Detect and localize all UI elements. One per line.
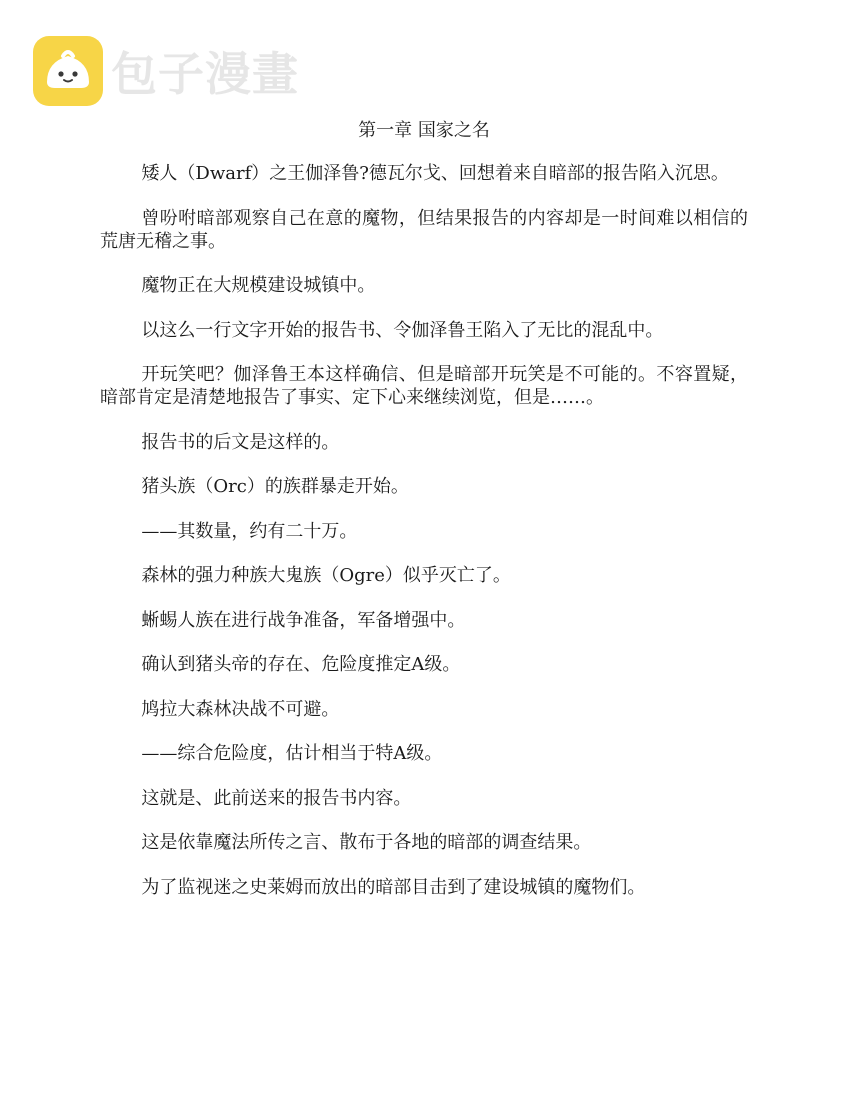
watermark-text: 包子漫畫 [111,47,299,101]
paragraph: 这就是、此前送来的报告书内容。 [141,787,412,809]
steamed-bun-icon [33,36,103,106]
paragraph: 猪头族（Orc）的族群暴走开始。 [141,476,409,497]
paragraph: 蜥蜴人族在进行战争准备，军备增强中。 [141,609,466,631]
paragraph: 曾吩咐暗部观察自己在意的魔物，但结果报告的内容却是一时间难以相信的荒唐无稽之事。 [100,207,748,252]
paragraph: 开玩笑吧？伽泽鲁王本这样确信、但是暗部开玩笑是不可能的。不容置疑，暗部肯定是清楚地报告了事实、定下心来继续浏览，但是……。 [100,364,748,408]
paragraph: 确认到猪头帝的存在、危险度推定A级。 [141,654,461,675]
paragraph: 森林的强力种族大鬼族（Ogre）似乎灭亡了。 [141,565,511,586]
chapter-title: 第一章 国家之名 [358,120,490,141]
watermark-logo [33,36,299,106]
paragraph: 报告书的后文是这样的。 [141,431,340,453]
paragraph: 以这么一行文字开始的报告书、令伽泽鲁王陷入了无比的混乱中。 [141,319,664,341]
paragraph: 矮人（Dwarf）之王伽泽鲁?德瓦尔戈、回想着来自暗部的报告陷入沉思。 [141,163,729,184]
paragraph: 鸠拉大森林决战不可避。 [141,698,340,720]
document-body [100,118,748,920]
paragraph: 这是依靠魔法所传之言、散布于各地的暗部的调查结果。 [141,832,592,853]
paragraph: 为了监视迷之史莱姆而放出的暗部目击到了建设城镇的魔物们。 [141,876,646,898]
paragraph: ——其数量，约有二十万。 [141,520,358,542]
paragraph: ——综合危险度，估计相当于特A级。 [141,743,443,764]
paragraph: 魔物正在大规模建设城镇中。 [141,275,376,296]
